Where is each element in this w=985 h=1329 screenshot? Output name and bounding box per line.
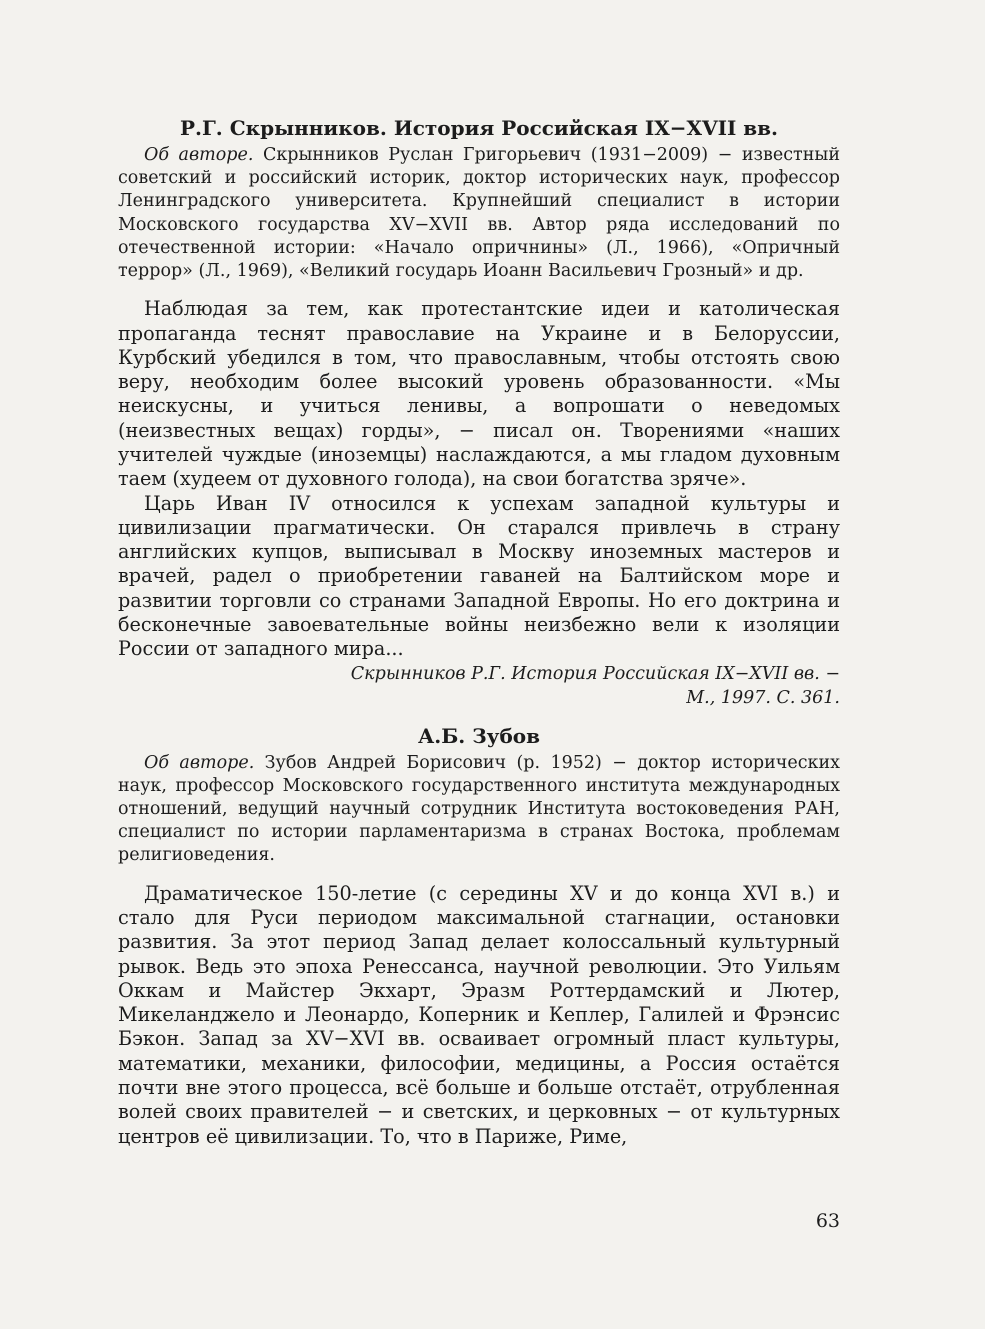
about-label: Об авторе. <box>144 752 255 773</box>
body-paragraph-2: Царь Иван IV относился к успехам западной культуры и цивилизации прагматически. Он старался привлечь в страну английских купцов, выписывал в Москву иноземных мастеров и врачей, радел о приобретении гаваней на Балтийском море и развитии торговли со странами Западной Европы. Но его доктрина и бесконечные завоевательные войны неизбежно вели к изоляции России от западного мира... <box>118 491 840 661</box>
about-author-zubov <box>118 752 840 868</box>
about-author-skrynnikov <box>118 144 840 283</box>
about-label: Об авторе. <box>144 145 254 165</box>
source-citation-line-2: М., 1997. С. 361. <box>686 687 840 708</box>
section-heading-skrynnikov: Р.Г. Скрынников. История Российская IX−XVII вв. <box>179 116 779 140</box>
body-paragraph-3: Драматическое 150-летие (с середины XV и до конца XVI в.) и стало для Руси периодом максимальной стагнации, остановки развития. За этот период Запад делает колоссальный культурный рывок. Ведь это эпоха Ренессанса, научной революции. Это Уильям Оккам и Майстер Экхарт, Эразм Роттердамский и Лютер, Микеланджело и Леонардо, Коперник и Кеплер, Галилей и Фрэнсис Бэкон. Запад за XV−XVI вв. осваивает огромный пласт культуры, математики, механики, философии, медицины, а Россия остаётся почти вне этого процесса, всё больше и больше отстаёт, отрубленная волей своих правителей − и светских, и церковных − от культурных центров её цивилизации. То, что в Париже, Риме, <box>118 881 840 1148</box>
source-citation-line-1: Скрынников Р.Г. История Российская IX−XVII вв. − <box>350 663 840 684</box>
body-paragraph-1: Наблюдая за тем, как протестантские идеи и католическая пропаганда теснят православие на Украине и в Белоруссии, Курбский убедился в том, что православным, чтобы отстоять свою веру, необходим более высокий уровень образованности. «Мы неискусны, и учиться ленивы, а вопрошати о неведомых (неизвестных вещах) горды», − писал он. Творениями «наших учителей чуждые (иноземцы) наслаждаются, а мы гладом духовным таем (худеем от духовного голода), на свои богатства зряче». <box>118 297 840 491</box>
about-text: Скрынников Руслан Григорьевич (1931−2009) − известный советский и российский историк, доктор исторических наук, профессор Ленинградского университета. Крупнейший специалист в истории Московского государства XV−XVII вв. Автор ряда исследований по отечественной истории: «Начало опричнины» (Л., 1966), «Опричный террор» (Л., 1969), «Великий государь Иоанн Васильевич Грозный» и др. <box>118 145 840 282</box>
page-content <box>118 112 840 1149</box>
section-heading-zubov: А.Б. Зубов <box>417 723 541 748</box>
page-number: 63 <box>815 1210 840 1232</box>
about-text: Зубов Андрей Борисович (р. 1952) − доктор исторических наук, профессор Московского государственного института международных отношений, ведущий научный сотрудник Института востоковедения РАН, специалист по истории парламентаризма в странах Востока, проблемам религиоведения. <box>118 752 840 866</box>
